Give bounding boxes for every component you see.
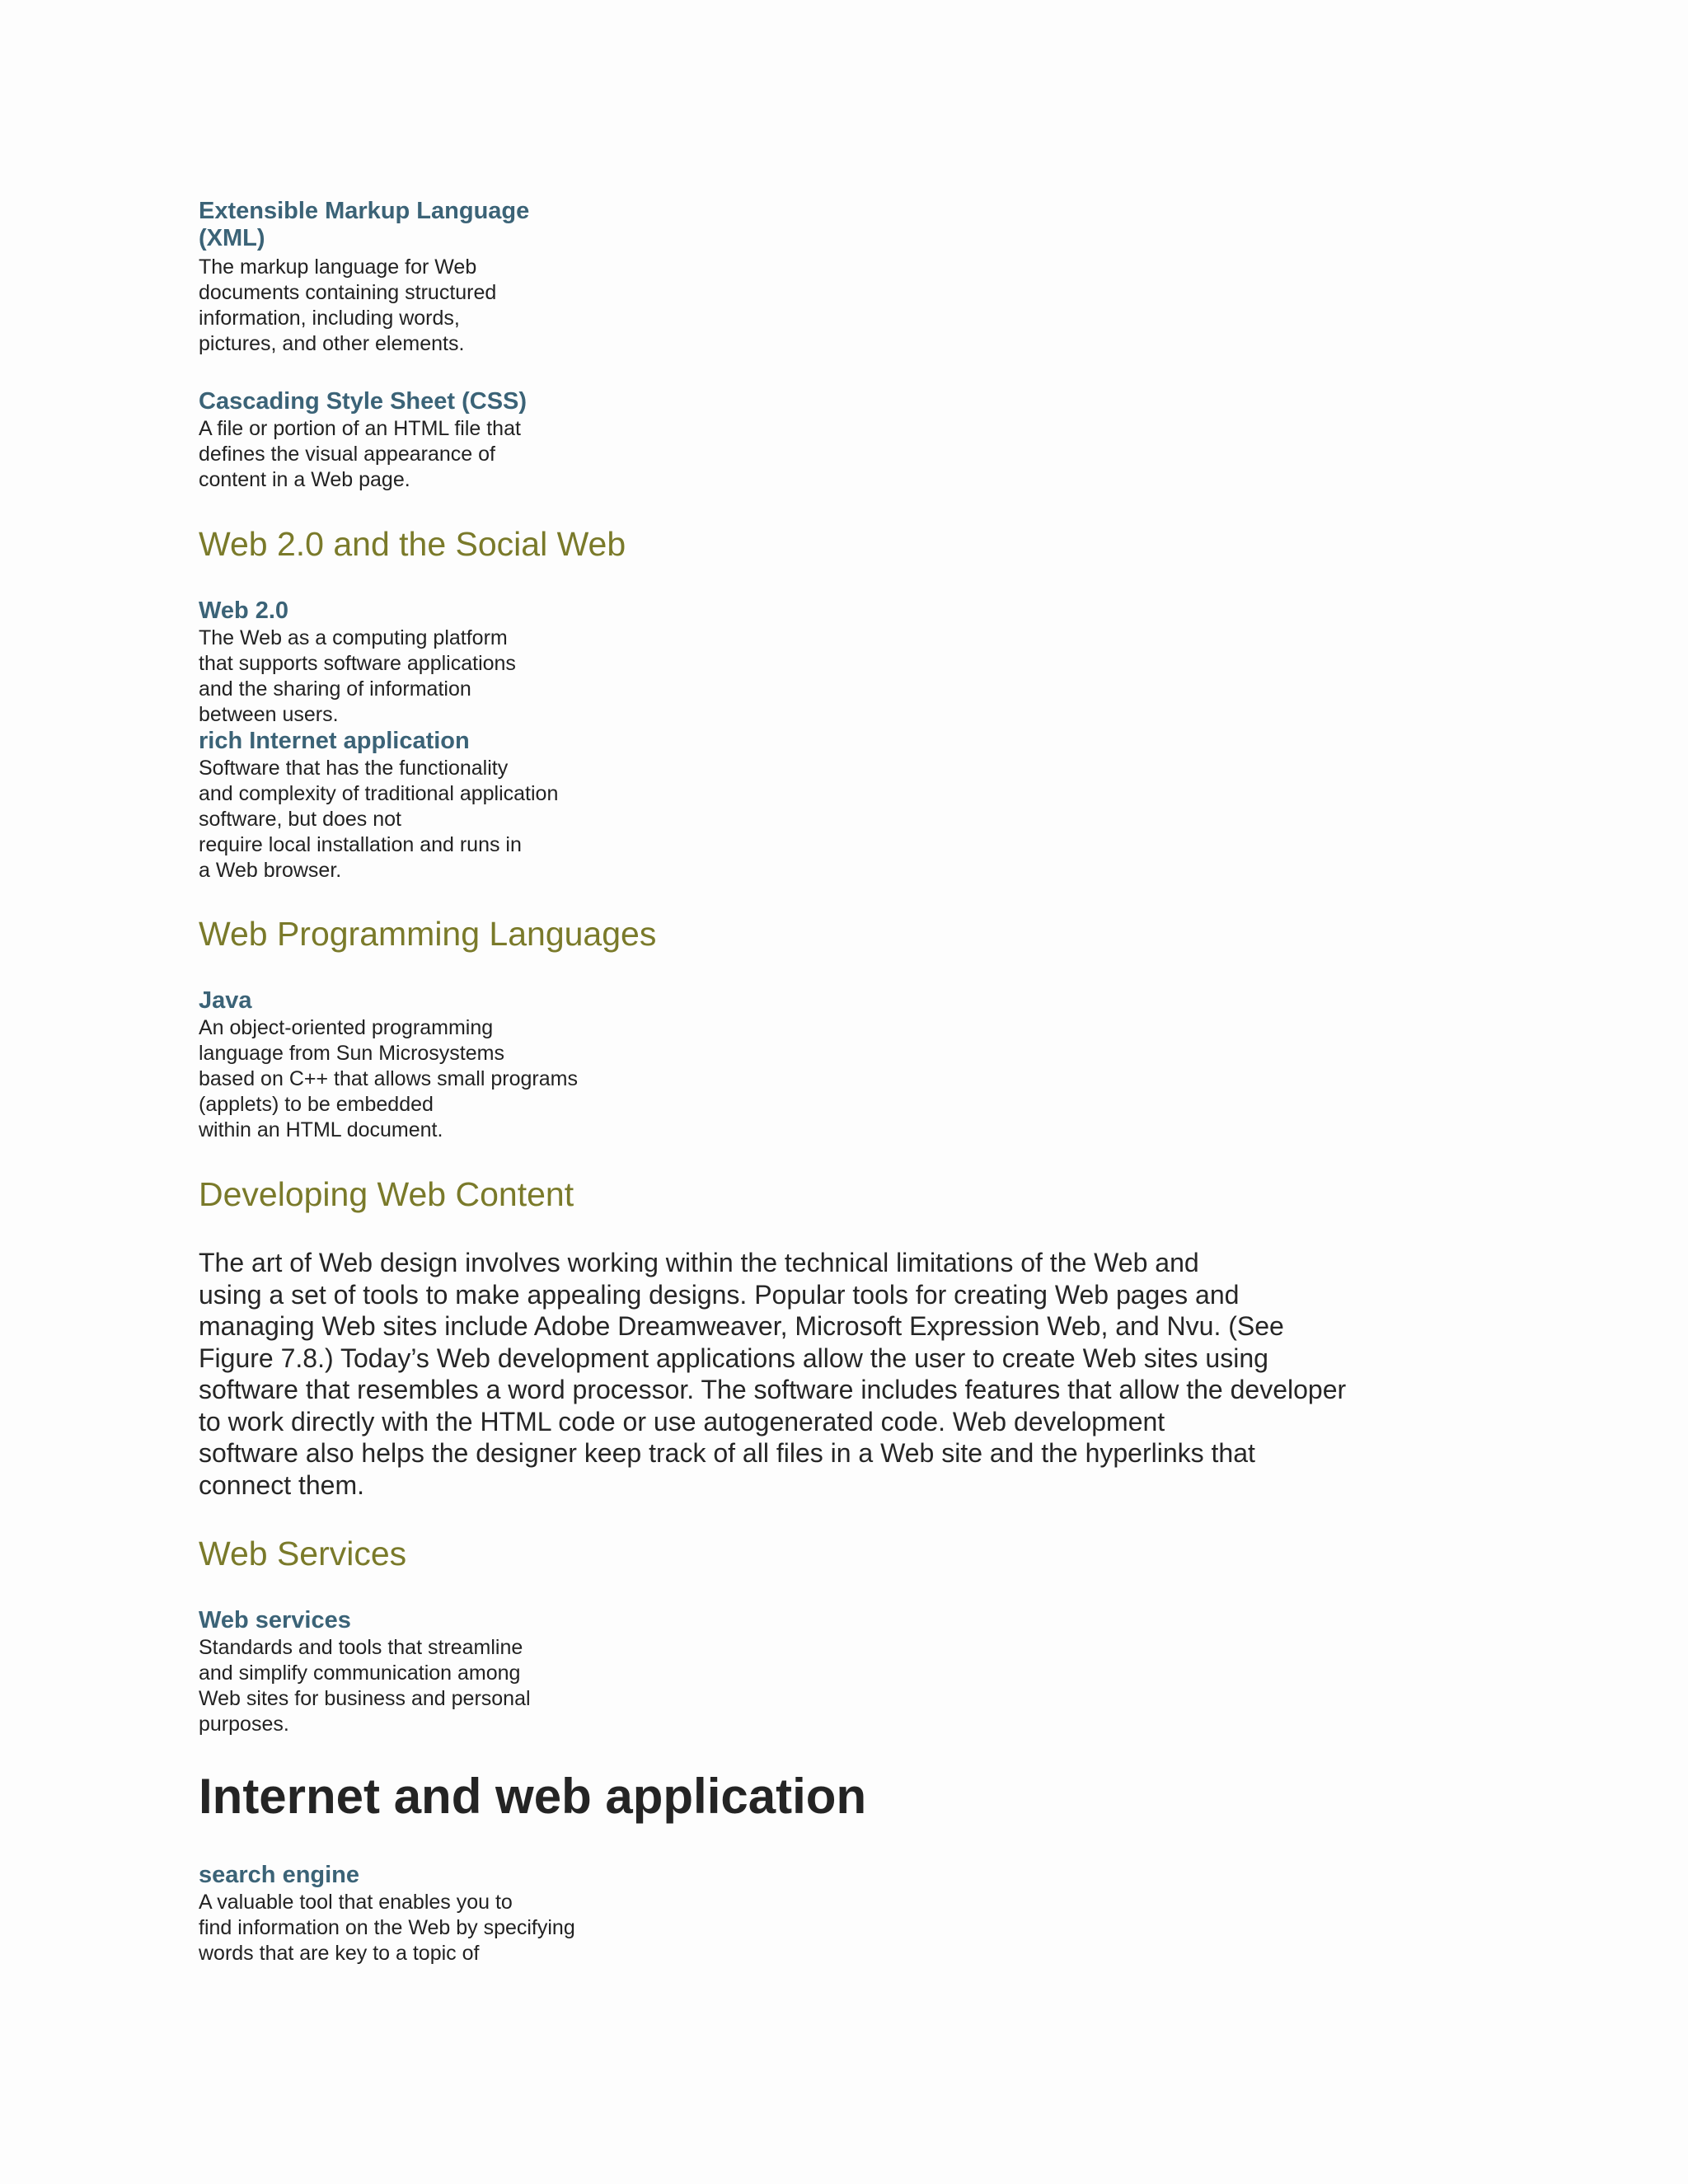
glossary-term-java: Java	[199, 987, 252, 1014]
glossary-term-css: Cascading Style Sheet (CSS)	[199, 388, 528, 415]
glossary-term-web-services: Web services	[199, 1607, 351, 1633]
body-paragraph-developing-web-content: The art of Web design involves working within the technical limitations of the Web and using a set of tools to make appealing designs. Popular tools for creating Web pages and managing Web sites include Adobe Dreamweaver, Microsoft Expression Web, and Nvu. (See Figure 7.8.) Today’s Web development applications allow the user to create Web sites using software that resembles a word processor. The software includes features that allow the developer to work directly with the HTML code or use autogenerated code. Web development software also helps the designer keep track of all files in a Web site and the hyperlinks that connect them.	[199, 1248, 1347, 1500]
glossary-definition-css: A file or portion of an HTML file that defines the visual appearance of content in a Web page.	[199, 417, 521, 491]
glossary-definition-rich-internet-application: Software that has the functionality and complexity of traditional application software, but does not require local installation and runs in a Web browser.	[199, 757, 559, 882]
glossary-term-xml: Extensible Markup Language (XML)	[199, 198, 530, 251]
glossary-definition-xml: The markup language for Web documents containing structured information, including words, pictures, and other elements.	[199, 255, 497, 355]
glossary-term-search-engine: search engine	[199, 1862, 360, 1888]
glossary-definition-web-services: Standards and tools that streamline and simplify communication among Web sites for business and personal purposes.	[199, 1636, 531, 1736]
section-heading-social-web: Web 2.0 and the Social Web	[199, 525, 626, 563]
section-heading-programming-languages: Web Programming Languages	[199, 915, 657, 953]
section-heading-developing-web-content: Developing Web Content	[199, 1175, 574, 1213]
glossary-definition-java: An object-oriented programming language from Sun Microsystems based on C++ that allows small programs (applets) to be embedded within an HTML document.	[199, 1016, 578, 1141]
glossary-term-web20: Web 2.0	[199, 598, 289, 624]
glossary-term-rich-internet-application: rich Internet application	[199, 728, 470, 754]
section-heading-web-services: Web Services	[199, 1535, 407, 1572]
glossary-definition-search-engine: A valuable tool that enables you to find information on the Web by specifying words that are key to a topic of	[199, 1891, 575, 1965]
chapter-heading: Internet and web application	[199, 1769, 867, 1824]
glossary-definition-web20: The Web as a computing platform that supports software applications and the sharing of information between users.	[199, 626, 516, 726]
